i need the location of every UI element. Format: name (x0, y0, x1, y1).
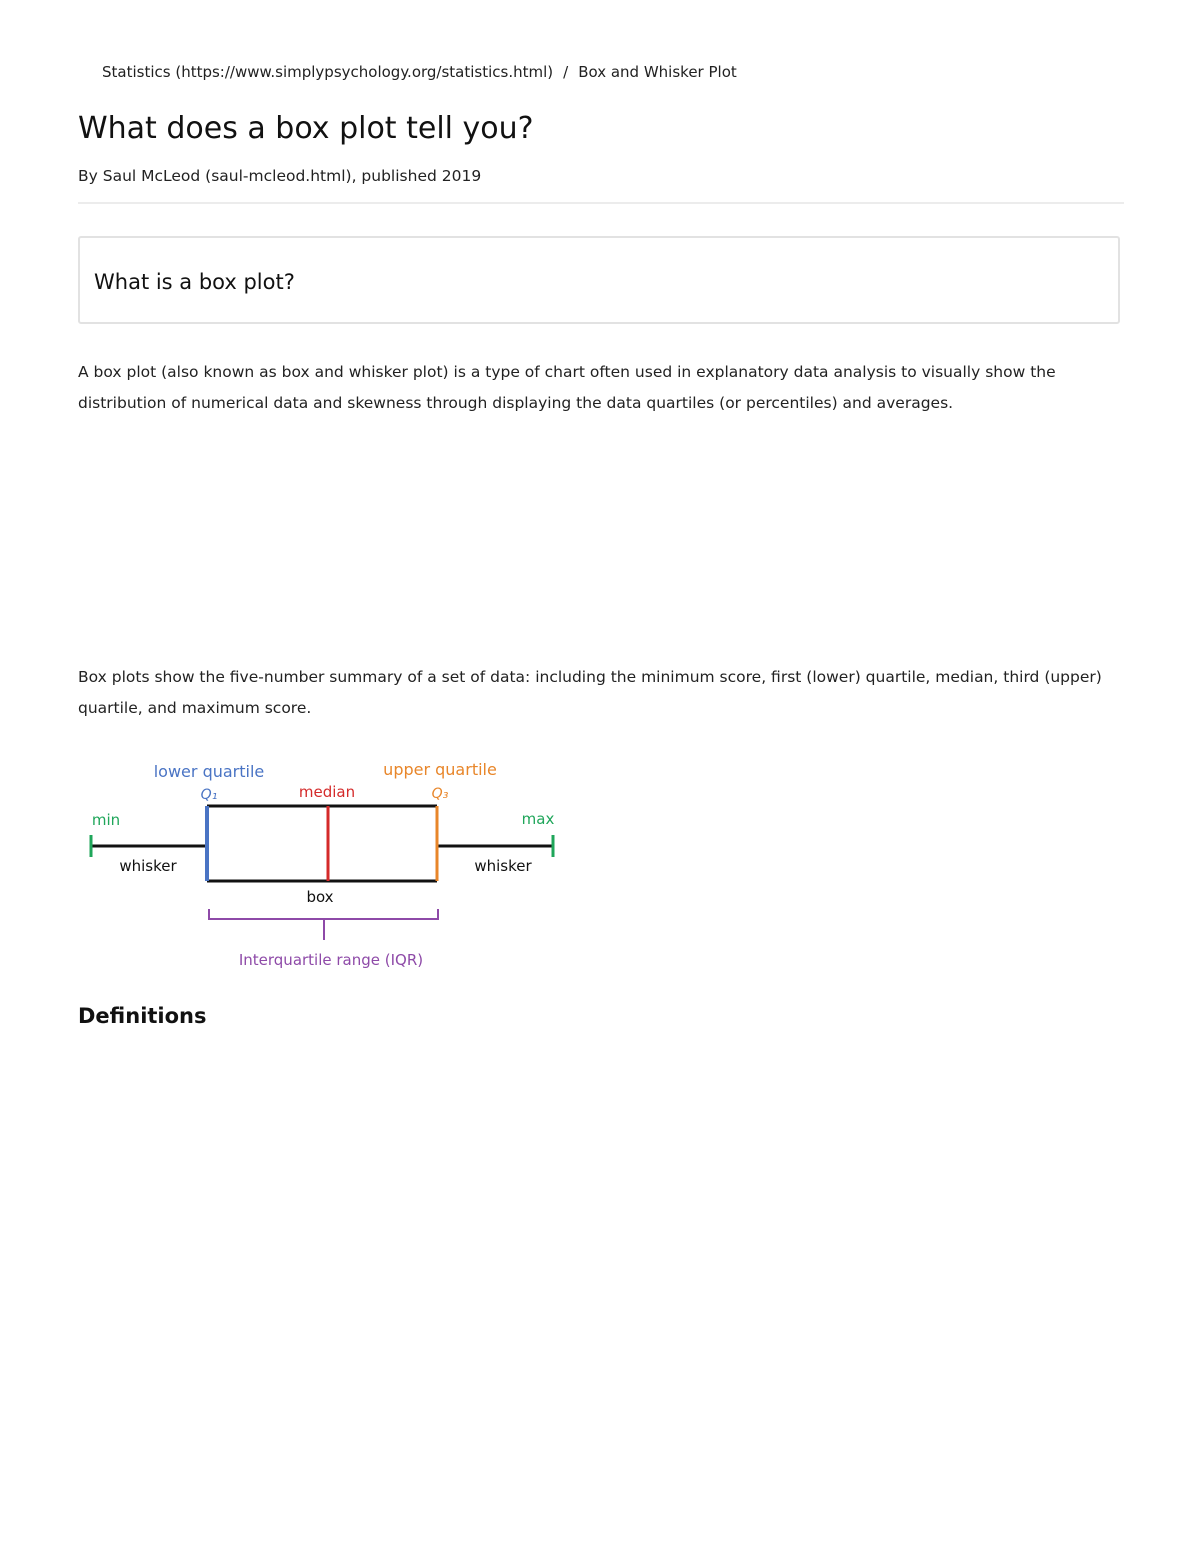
definitions-heading: Definitions (78, 1004, 207, 1028)
summary-paragraph: Box plots show the five-number summary of a set of data: including the minimum score, first (lower) quartile, median, third (upper) quartile, and maximum score. (78, 668, 1102, 717)
q1-label: Q₁ (200, 787, 218, 803)
header-divider (78, 202, 1124, 204)
min-label: min (91, 811, 121, 829)
breadcrumb-link-statistics[interactable]: Statistics (https://www.simplypsychology.org/statistics.html) (102, 63, 554, 81)
table-of-contents-box (78, 236, 1120, 324)
median-label: median (298, 783, 356, 801)
q3-label: Q₃ (431, 786, 449, 802)
breadcrumb (102, 63, 737, 81)
box-plot-diagram (80, 752, 570, 977)
toc-item-what-is-box-plot[interactable]: What is a box plot? (94, 270, 295, 294)
lower-quartile-label: lower quartile (153, 762, 265, 781)
upper-quartile-label: upper quartile (383, 760, 497, 779)
right-whisker-label: whisker (474, 857, 532, 875)
breadcrumb-separator: / (563, 63, 569, 81)
iqr-bracket (209, 909, 438, 940)
left-whisker-label: whisker (119, 857, 177, 875)
box-label: box (306, 888, 334, 906)
page-title: What does a box plot tell you? (78, 111, 534, 146)
iqr-label: Interquartile range (IQR) (238, 951, 424, 969)
breadcrumb-current: Box and Whisker Plot (578, 63, 737, 81)
max-label: max (521, 810, 555, 828)
author-byline[interactable]: By Saul McLeod (saul-mcleod.html), published 2019 (78, 167, 482, 185)
intro-paragraph: A box plot (also known as box and whisker plot) is a type of chart often used in explanatory data analysis to visually show the distribution of numerical data and skewness through displaying the data quartiles (or percentiles) and averages. (78, 363, 1056, 412)
